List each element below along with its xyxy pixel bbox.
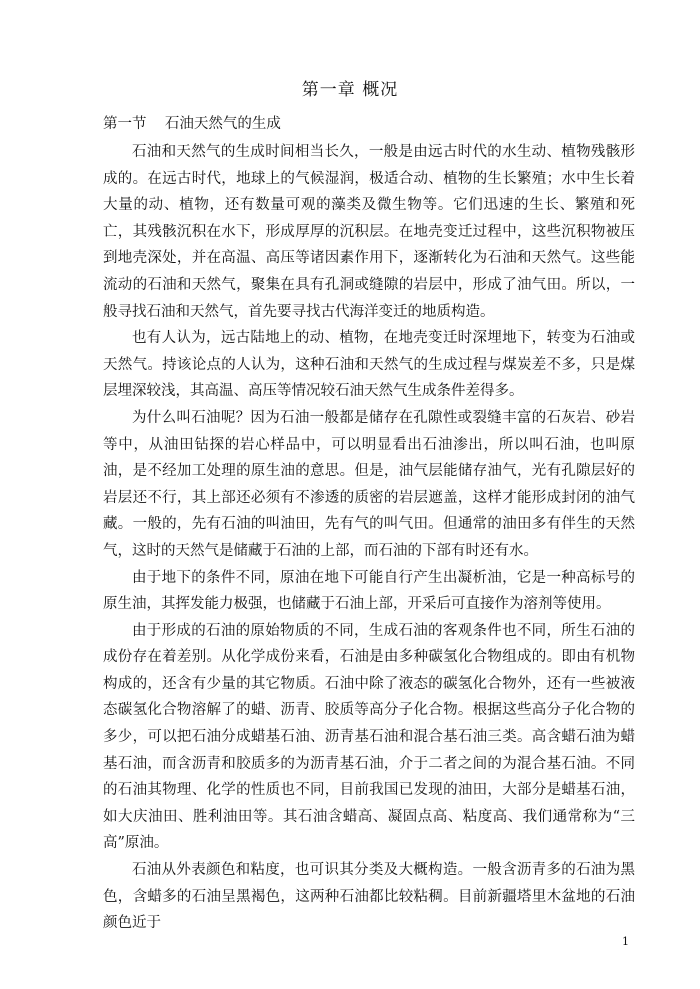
- paragraph: 也有人认为，远古陆地上的动、植物，在地壳变迁时深埋地下，转变为石油或天然气。持该论点的人认为，这种石油和天然气的生成过程与煤炭差不多，只是煤层埋深较浅，其高温、高压等情况较石油天然气生成条件差得多。: [103, 330, 635, 400]
- paragraph: 为什么叫石油呢？因为石油一般都是储存在孔隙性或裂缝丰富的石灰岩、砂岩等中，从油田钻探的岩心样品中，可以明显看出石油渗出，所以叫石油，也叫原油，是不经加工处理的原生油的意思。但是，油气层能储存油气，光有孔隙层好的岩层还不行，其上部还必须有不渗透的质密的岩层遮盖，这样才能形成封闭的油气藏。一般的，先有石油的叫油田，先有气的叫气田。但通常的油田多有伴生的天然气，这时的天然气是储藏于石油的上部，而石油的下部有时还有水。: [103, 409, 635, 559]
- chapter-title: 第一章 概况: [301, 80, 399, 100]
- section-title: 第一节 石油天然气的生成: [103, 116, 281, 132]
- page-number: 1: [622, 935, 629, 948]
- paragraph: 由于地下的条件不同，原油在地下可能自行产生出凝析油，它是一种高标号的原生油，其挥发能力极强，也储藏于石油上部，开采后可直接作为溶剂等使用。: [103, 569, 635, 613]
- paragraph: 石油从外表颜色和粘度，也可识其分类及大概构造。一般含沥青多的石油为黑色，含蜡多的石油呈黑褐色，这两种石油都比较粘稠。目前新疆塔里木盆地的石油颜色近于: [103, 862, 635, 932]
- body-text: [103, 139, 635, 937]
- paragraph: 石油和天然气的生成时间相当长久，一般是由远古时代的水生动、植物残骸形成的。在远古时代，地球上的气候湿润，极适合动、植物的生长繁殖；水中生长着大量的动、植物，还有数量可观的藻类及微生物等。它们迅速的生长、繁殖和死亡，其残骸沉积在水下，形成厚厚的沉积层。在地壳变迁过程中，这些沉积物被压到地壳深处，并在高温、高压等诸因素作用下，逐渐转化为石油和天然气。这些能流动的石油和天然气，聚集在具有孔洞或缝隙的岩层中，形成了油气田。所以，一般寻找石油和天然气，首先要寻找古代海洋变迁的地质构造。: [103, 144, 635, 320]
- paragraph: 由于形成的石油的原始物质的不同，生成石油的客观条件也不同，所生石油的成份存在着差别。从化学成份来看，石油是由多种碳氢化合物组成的。即由有机物构成的，还含有少量的其它物质。石油中除了液态的碳氢化合物外，还有一些被液态碳氢化合物溶解了的蜡、沥青、胶质等高分子化合物。根据这些高分子化合物的多少，可以把石油分成蜡基石油、沥青基石油和混合基石油三类。高含蜡石油为蜡基石油，而含沥青和胶质多的为沥青基石油，介于二者之间的为混合基石油。不同的石油其物理、化学的性质也不同，目前我国已发现的油田，大部分是蜡基石油，如大庆油田、胜利油田等。其石油含蜡高、凝固点高、粘度高、我们通常称为“三高”原油。: [103, 622, 635, 852]
